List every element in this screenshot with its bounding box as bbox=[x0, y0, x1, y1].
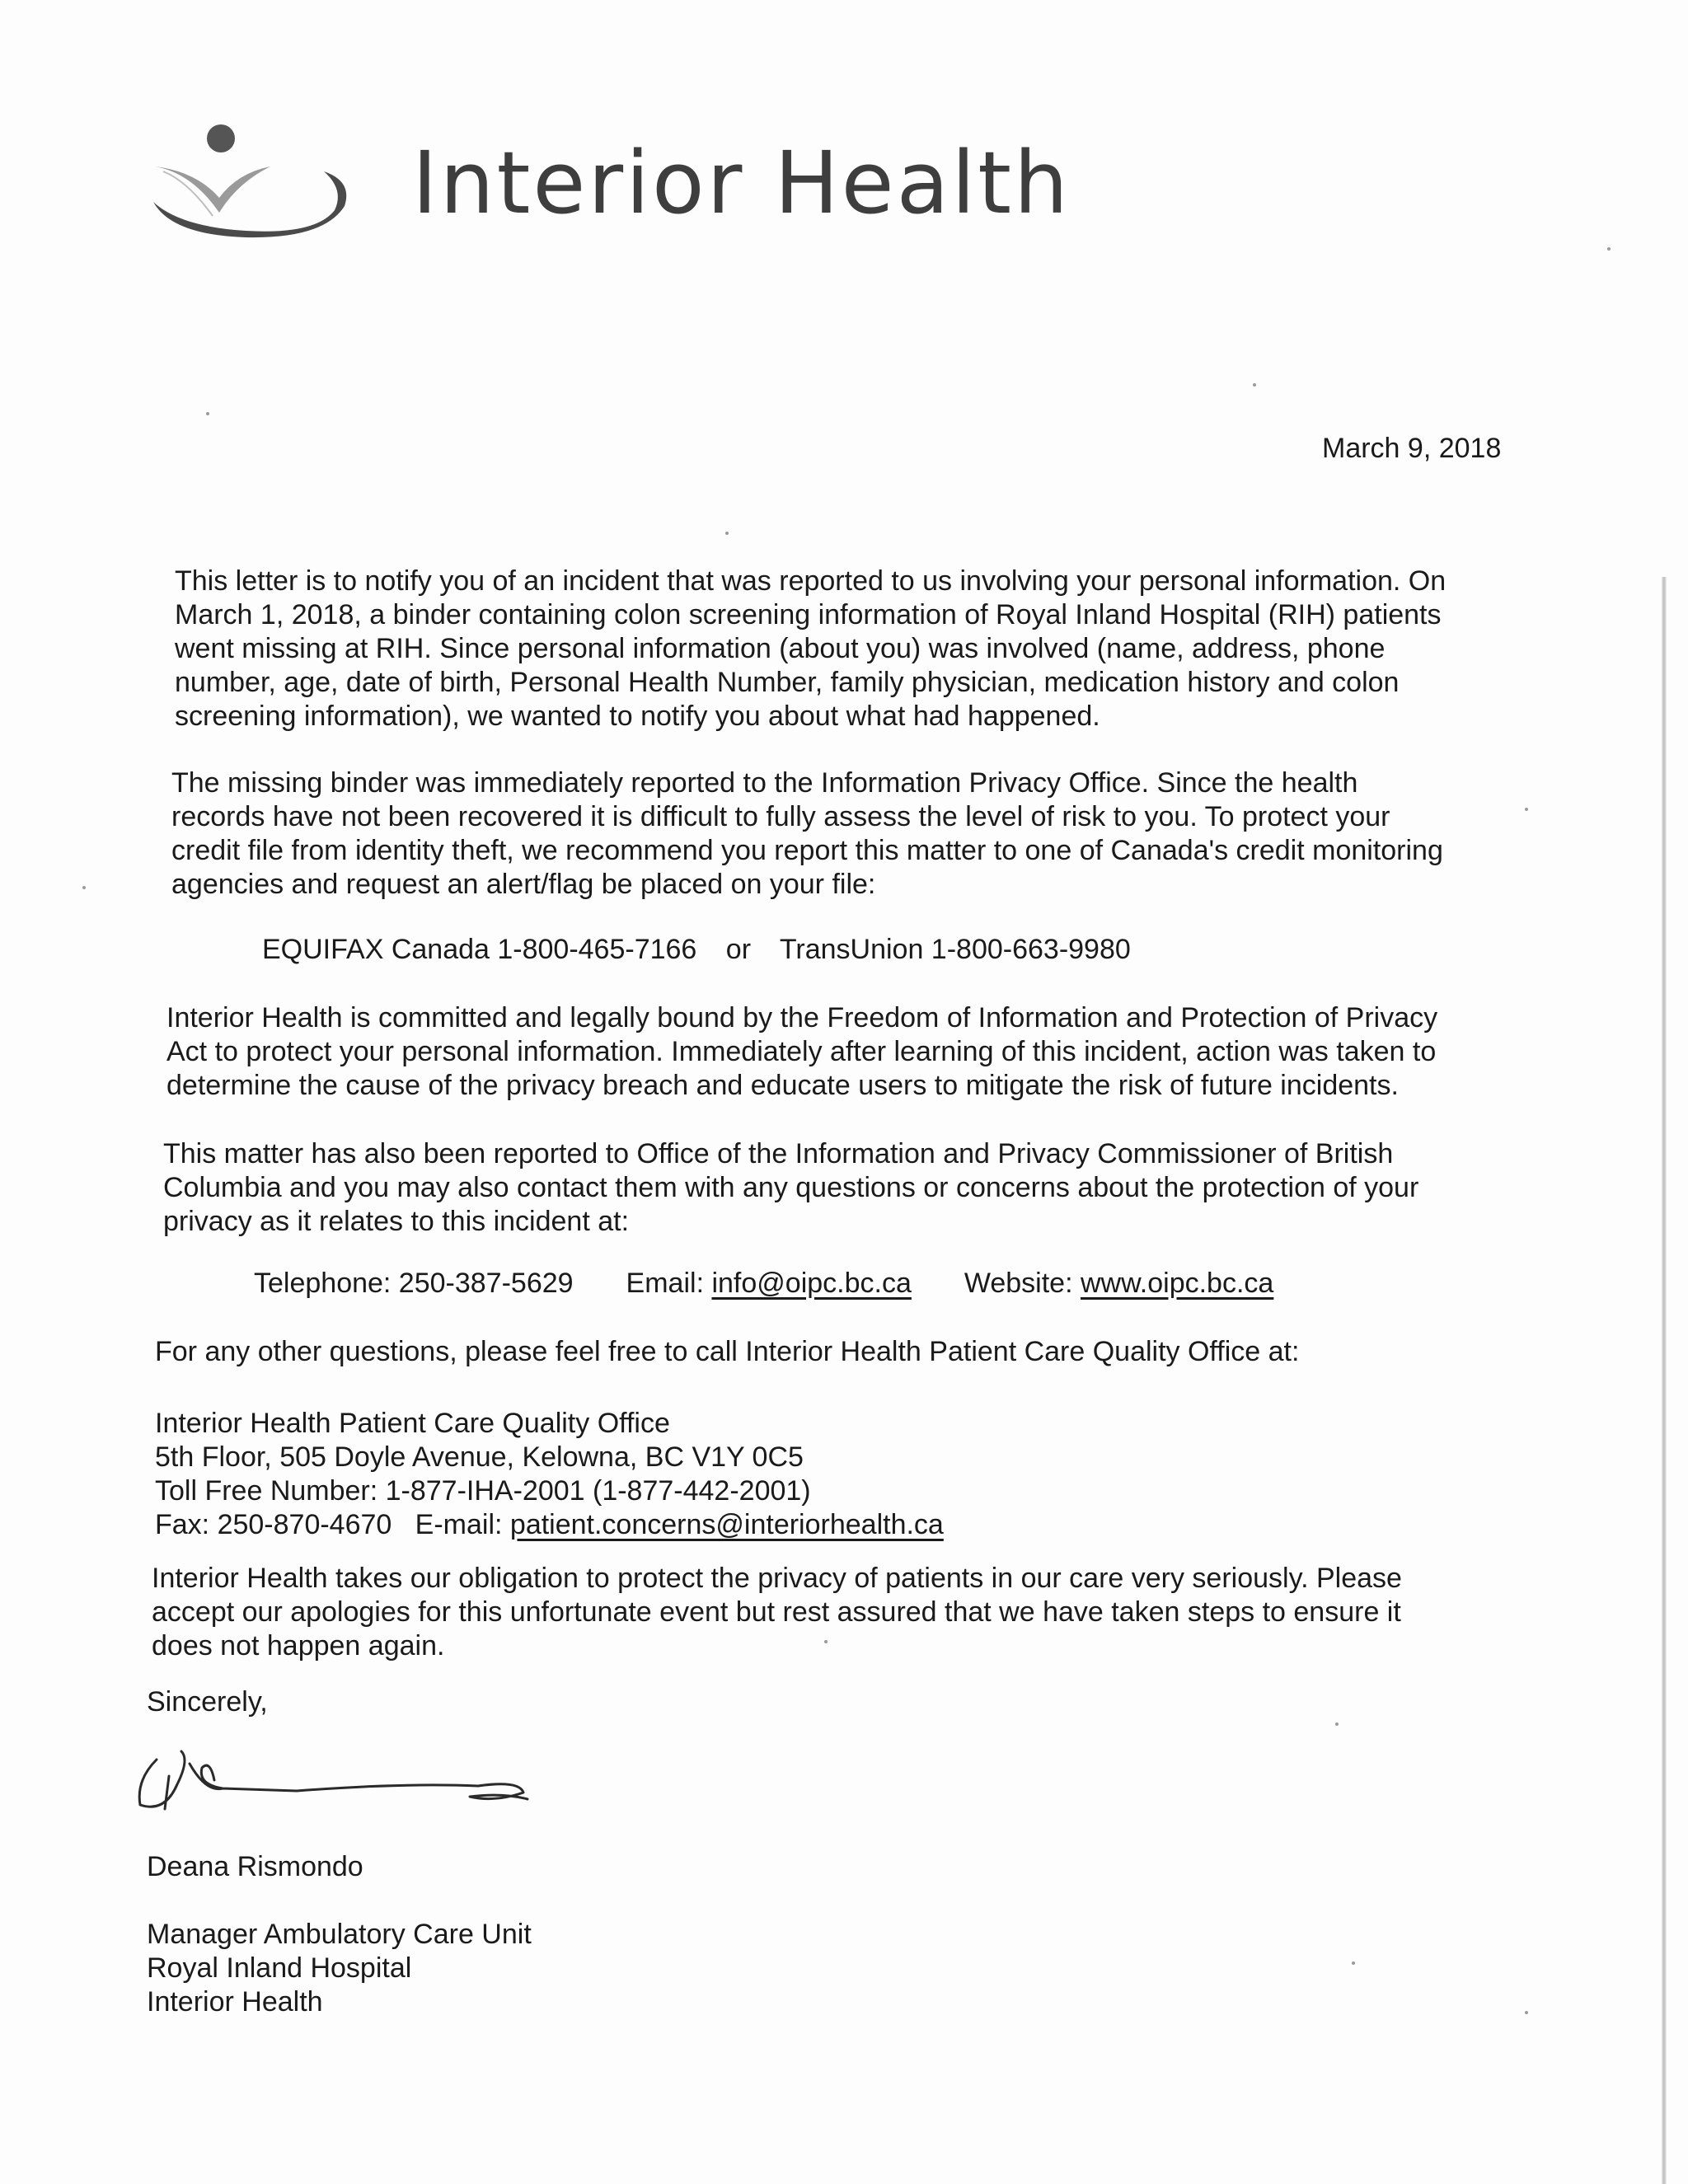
paragraph-line: Columbia and you may also contact them with any questions or concerns about the protection of your bbox=[163, 1172, 1419, 1203]
paragraph-line: This letter is to notify you of an incident that was reported to us involving your personal information. On bbox=[175, 565, 1447, 597]
pcqo-fax: Fax: 250-870-4670 bbox=[155, 1509, 392, 1540]
paragraph-line: March 1, 2018, a binder containing colon screening information of Royal Inland Hospital (RIH) patients bbox=[175, 599, 1442, 630]
pcqo-name: Interior Health Patient Care Quality Office bbox=[155, 1408, 670, 1439]
paragraph-line: This matter has also been reported to Office of the Information and Privacy Commissioner of British bbox=[163, 1138, 1394, 1169]
pcqo-fax-email-line bbox=[155, 1508, 944, 1542]
paragraph-line: credit file from identity theft, we recommend you report this matter to one of Canada's credit monitoring bbox=[171, 835, 1443, 866]
paragraph-incident-notice bbox=[175, 565, 1446, 733]
scan-edge-shadow bbox=[1662, 577, 1667, 2184]
oipc-contact-row bbox=[254, 1268, 1273, 1300]
signature-gap bbox=[147, 1884, 532, 1918]
closing-salutation bbox=[147, 1685, 268, 1719]
signer-organization: Interior Health bbox=[147, 1986, 323, 2018]
pcqo-street-address: 5th Floor, 505 Doyle Avenue, Kelowna, BC V1Y 0C5 bbox=[155, 1441, 804, 1473]
or-separator: or bbox=[725, 934, 752, 965]
paragraph-line: number, age, date of birth, Personal Health Number, family physician, medication history and colon bbox=[175, 667, 1400, 698]
scan-speck bbox=[82, 886, 86, 889]
paragraph-oipc-report bbox=[163, 1137, 1418, 1239]
oipc-website-link[interactable]: www.oipc.bc.ca bbox=[1081, 1268, 1274, 1299]
transunion-contact: TransUnion 1-800-663-9980 bbox=[779, 934, 1131, 965]
oipc-email-label: Email: bbox=[626, 1268, 705, 1299]
signer-title: Manager Ambulatory Care Unit bbox=[147, 1919, 532, 1950]
scan-speck bbox=[206, 412, 209, 415]
oipc-website-label: Website: bbox=[964, 1268, 1073, 1299]
credit-agency-contacts bbox=[262, 934, 1152, 966]
closing-text: Sincerely, bbox=[147, 1686, 268, 1718]
signer-hospital: Royal Inland Hospital bbox=[147, 1952, 412, 1984]
paragraph-line: determine the cause of the privacy breach and educate users to mitigate the risk of future incidents. bbox=[166, 1070, 1399, 1101]
paragraph-line: records have not been recovered it is difficult to fully assess the level of risk to you. To protect your bbox=[171, 801, 1390, 832]
org-name: Interior Health bbox=[412, 133, 1071, 233]
pcqo-email-link[interactable]: patient.concerns@interiorhealth.ca bbox=[509, 1509, 944, 1540]
paragraph-line: screening information), we wanted to notify you about what had happened. bbox=[175, 701, 1100, 732]
oipc-telephone: Telephone: 250-387-5629 bbox=[254, 1268, 574, 1299]
scan-speck bbox=[1352, 1961, 1355, 1965]
letter-date: March 9, 2018 bbox=[1322, 433, 1502, 464]
paragraph-line: Interior Health takes our obligation to protect the privacy of patients in our care very seriously. Please bbox=[152, 1563, 1402, 1594]
oipc-email-link[interactable]: info@oipc.bc.ca bbox=[711, 1268, 912, 1299]
paragraph-other-questions bbox=[155, 1335, 1299, 1369]
paragraph-line: For any other questions, please feel free to call Interior Health Patient Care Quality Office at: bbox=[155, 1336, 1300, 1367]
pcqo-address-block bbox=[155, 1407, 944, 1542]
paragraph-line: went missing at RIH. Since personal information (about you) was involved (name, address, phone bbox=[175, 633, 1386, 664]
paragraph-line: does not happen again. bbox=[152, 1630, 445, 1661]
signer-name: Deana Rismondo bbox=[147, 1851, 363, 1882]
scan-speck bbox=[1335, 1722, 1339, 1726]
scan-speck bbox=[725, 532, 729, 535]
scan-speck bbox=[1607, 247, 1611, 251]
paragraph-line: accept our apologies for this unfortunate event but rest assured that we have taken steps to ensure it bbox=[152, 1596, 1401, 1628]
pcqo-email-label: E-mail: bbox=[415, 1509, 503, 1540]
scan-speck bbox=[1253, 383, 1256, 387]
scan-speck bbox=[1525, 808, 1528, 811]
paragraph-line: Interior Health is committed and legally bound by the Freedom of Information and Protection of Privacy bbox=[166, 1002, 1438, 1033]
paragraph-risk-advice bbox=[171, 766, 1443, 902]
scan-speck bbox=[1525, 2011, 1528, 2014]
paragraph-line: agencies and request an alert/flag be placed on your file: bbox=[171, 869, 876, 900]
pcqo-toll-free: Toll Free Number: 1-877-IHA-2001 (1-877-442-2001) bbox=[155, 1475, 811, 1507]
paragraph-apology bbox=[152, 1562, 1402, 1663]
interior-health-logo bbox=[147, 124, 377, 264]
paragraph-line: privacy as it relates to this incident at: bbox=[163, 1206, 630, 1237]
handwritten-signature bbox=[132, 1735, 552, 1821]
paragraph-line: Act to protect your personal information. Immediately after learning of this incident, action was taken to bbox=[166, 1036, 1437, 1067]
paragraph-line: The missing binder was immediately reported to the Information Privacy Office. Since the health bbox=[171, 767, 1358, 799]
equifax-contact: EQUIFAX Canada 1-800-465-7166 bbox=[262, 934, 697, 965]
signature-block bbox=[147, 1850, 532, 2019]
paragraph-foi-commitment bbox=[166, 1001, 1437, 1103]
